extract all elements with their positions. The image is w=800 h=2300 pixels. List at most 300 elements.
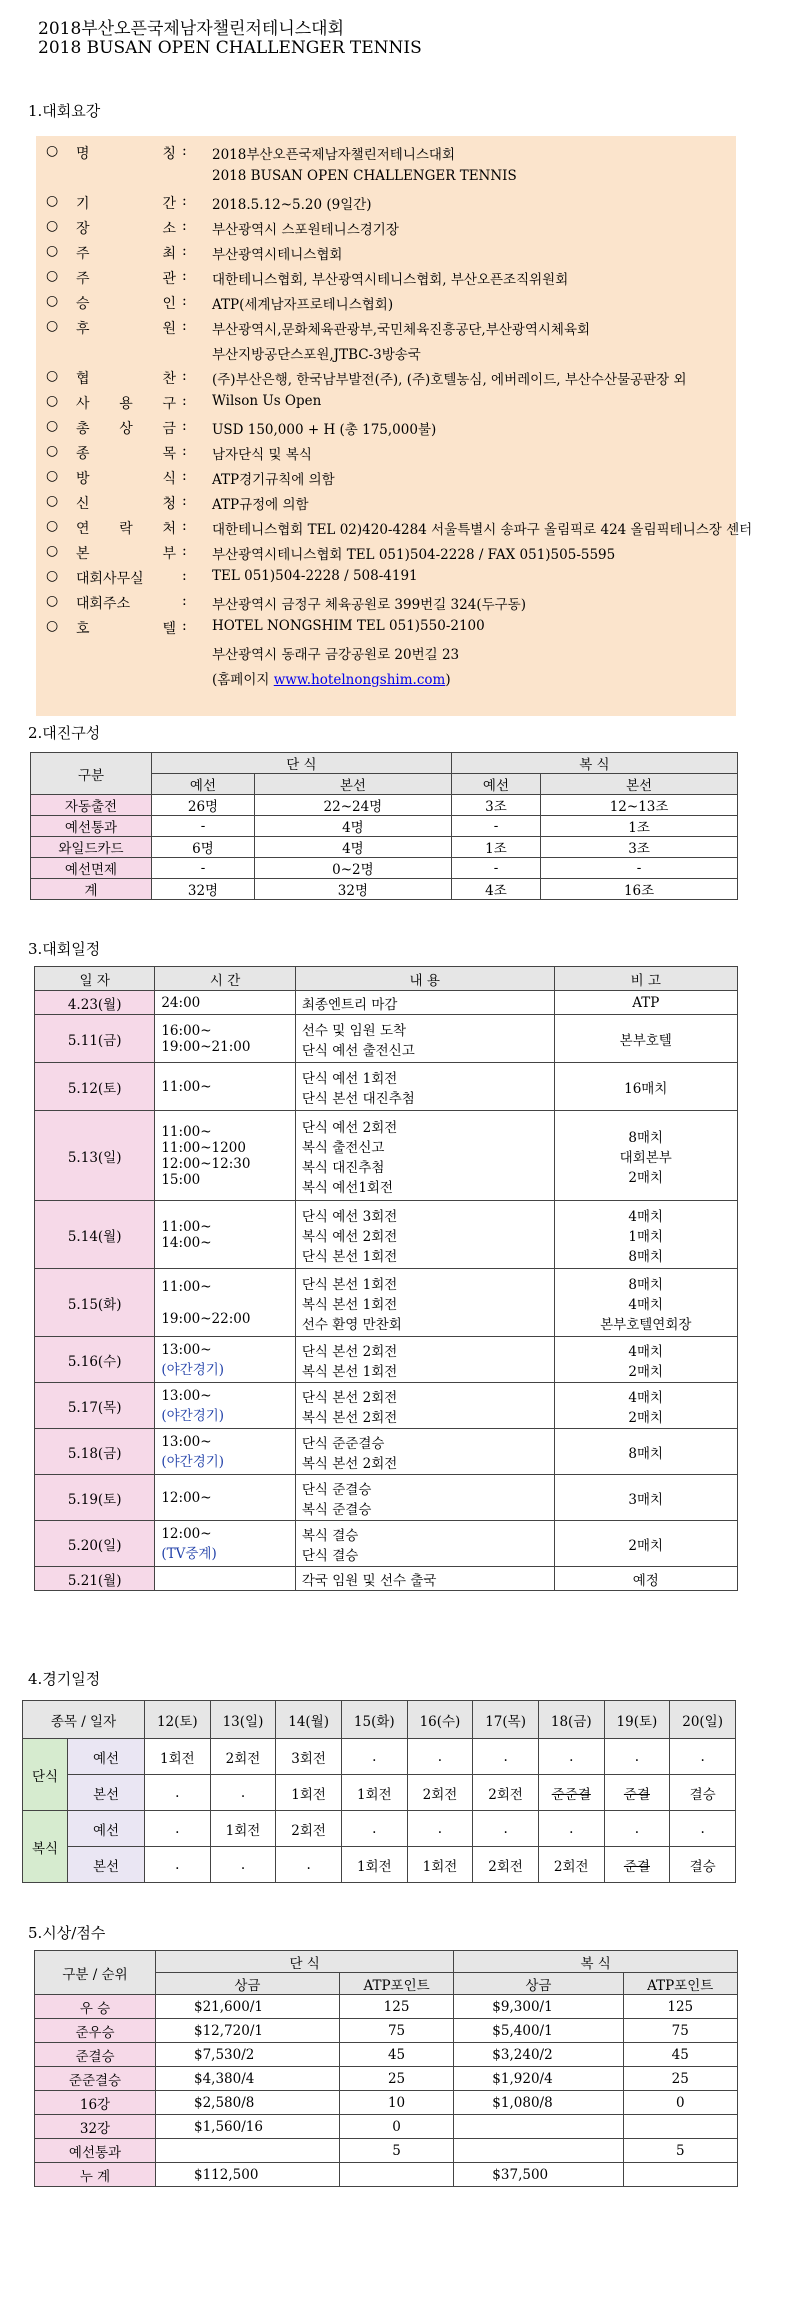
rank-label: 누 계 — [35, 2163, 156, 2187]
prize-row — [35, 2139, 738, 2163]
time-line: (야간경기) — [161, 1407, 225, 1424]
day-header: 12(토) — [145, 1701, 211, 1739]
label-char: 장 — [76, 221, 90, 237]
date-cell: 5.20(일) — [35, 1521, 155, 1567]
content-cell — [295, 1567, 554, 1591]
info-label — [76, 418, 176, 438]
section3-heading: 3.대회일정 — [28, 940, 101, 958]
label-char: 금 — [162, 421, 176, 437]
date-cell: 4.23(월) — [35, 991, 155, 1015]
label-char: 텔 — [162, 621, 176, 637]
sub-header: ATP포인트 — [623, 1973, 738, 1995]
label-char: 연 — [76, 521, 90, 537]
content-line: 복식 본선 1회전 — [301, 1363, 398, 1380]
info-value: 대한테니스협회, 부산광역시테니스협회, 부산오픈조직위원회 — [212, 272, 569, 288]
row-label: 계 — [31, 879, 152, 900]
cell: $3,240/2 — [454, 2043, 623, 2067]
label-char: 명 — [76, 146, 90, 162]
schedule-row — [35, 1521, 738, 1567]
info-row — [36, 615, 736, 688]
cell: 22~24명 — [254, 795, 451, 816]
date-cell: 5.21(월) — [35, 1567, 155, 1591]
corner-cell: 구분 — [31, 753, 152, 795]
info-label — [76, 443, 176, 463]
time-line: 14:00~ — [161, 1234, 212, 1251]
content-line: 복식 예선 2회전 — [301, 1228, 398, 1245]
time-line: (야간경기) — [161, 1361, 225, 1378]
content-line: 복식 본선 2회전 — [301, 1409, 398, 1426]
singles-header: 단 식 — [156, 1951, 454, 1973]
day-header: 18(금) — [538, 1701, 604, 1739]
info-label — [76, 218, 176, 238]
bullet-circle: ○ — [46, 318, 59, 334]
content-line: 복식 준결승 — [301, 1501, 372, 1518]
time-line: 11:00~ — [161, 1078, 212, 1095]
bullet-circle: ○ — [46, 243, 59, 259]
content-cell — [295, 1111, 554, 1201]
info-label — [76, 568, 176, 588]
schedule-row — [35, 1201, 738, 1269]
note-line: 4매치 — [628, 1389, 664, 1406]
col-header: 비 고 — [554, 967, 737, 991]
info-value: ATP규정에 의함 — [212, 497, 309, 513]
schedule-row — [35, 1337, 738, 1383]
sub-header: 상금 — [454, 1973, 623, 1995]
cell: $21,600/1 — [156, 1995, 340, 2019]
info-row — [36, 515, 753, 540]
info-label — [76, 143, 176, 163]
info-value: Wilson Us Open — [212, 393, 322, 409]
content-cell — [295, 1429, 554, 1475]
info-value: TEL 051)504-2228 / 508-4191 — [212, 568, 418, 584]
schedule-row — [35, 1269, 738, 1337]
round-cell: . — [670, 1739, 736, 1775]
schedule-row — [35, 1383, 738, 1429]
schedule-row — [35, 1475, 738, 1521]
label-char: 칭 — [162, 146, 176, 162]
info-row — [36, 290, 736, 315]
prize-row — [35, 2163, 738, 2187]
label-char: 대회사무실 — [76, 571, 144, 587]
round-cell: 준준결 — [538, 1775, 604, 1811]
info-row — [36, 265, 736, 290]
cell: 1조 — [451, 837, 540, 858]
info-label — [76, 518, 176, 538]
info-row — [36, 215, 736, 240]
date-cell: 5.18(금) — [35, 1429, 155, 1475]
time-line: 19:00~22:00 — [161, 1310, 251, 1327]
content-line: 선수 환영 만찬회 — [301, 1316, 402, 1333]
section5-heading: 5.시상/점수 — [28, 1924, 106, 1942]
prize-table — [34, 1950, 738, 2187]
label-char: 상 — [119, 421, 133, 437]
info-colon: : — [182, 318, 187, 334]
cell: $4,380/4 — [156, 2067, 340, 2091]
cell: - — [451, 858, 540, 879]
info-row — [36, 315, 736, 363]
round-cell: 1회전 — [407, 1847, 473, 1883]
info-label — [76, 368, 176, 388]
round-cell: 결승 — [670, 1847, 736, 1883]
table-row — [31, 816, 738, 837]
cell: 4명 — [254, 816, 451, 837]
info-colon: : — [182, 368, 187, 384]
cell: 45 — [623, 2043, 738, 2067]
prize-row — [35, 2043, 738, 2067]
round-cell: . — [670, 1811, 736, 1847]
content-cell — [295, 1383, 554, 1429]
round-cell: . — [538, 1739, 604, 1775]
round-cell: . — [145, 1811, 211, 1847]
note-line: 4매치 — [628, 1343, 664, 1360]
doubles-header: 복 식 — [451, 753, 737, 774]
label-char: 부 — [162, 546, 176, 562]
label-char: 후 — [76, 321, 90, 337]
note-line: 본부호텔 — [619, 1032, 672, 1049]
content-line: 최종엔트리 마감 — [301, 996, 398, 1013]
info-colon: : — [182, 393, 187, 409]
row-label: 자동출전 — [31, 795, 152, 816]
time-line: 15:00 — [161, 1171, 201, 1188]
info-row — [36, 590, 736, 615]
content-line: 단식 결승 — [301, 1547, 359, 1564]
label-char: 식 — [162, 471, 176, 487]
cell: $7,530/2 — [156, 2043, 340, 2067]
time-cell — [155, 1111, 296, 1201]
cell: 75 — [623, 2019, 738, 2043]
label-char: 원 — [162, 321, 176, 337]
note-cell — [554, 1429, 737, 1475]
day-header: 16(수) — [407, 1701, 473, 1739]
round-cell: 1회전 — [341, 1775, 407, 1811]
rank-label: 32강 — [35, 2115, 156, 2139]
note-line: 8매치 — [628, 1248, 664, 1265]
cell: 3조 — [541, 837, 738, 858]
content-line: 단식 준준결승 — [301, 1435, 385, 1452]
singles-header: 단 식 — [152, 753, 452, 774]
content-cell — [295, 991, 554, 1015]
note-line: 예정 — [632, 1572, 659, 1589]
round-cell: 1회전 — [145, 1739, 211, 1775]
sub-header: ATP포인트 — [339, 1973, 453, 1995]
round-cell: 1회전 — [341, 1847, 407, 1883]
info-colon: : — [182, 543, 187, 559]
info-label — [76, 593, 176, 613]
time-cell — [155, 1201, 296, 1269]
cell: 125 — [623, 1995, 738, 2019]
corner-cell: 구분 / 순위 — [35, 1951, 156, 1995]
bullet-circle: ○ — [46, 618, 59, 634]
round-cell: . — [210, 1847, 276, 1883]
note-line: 16매치 — [624, 1080, 668, 1097]
note-cell — [554, 1063, 737, 1111]
cell — [156, 2139, 340, 2163]
label-char: 승 — [76, 296, 90, 312]
label-char: 소 — [162, 221, 176, 237]
round-cell: . — [276, 1847, 342, 1883]
prize-row — [35, 2091, 738, 2115]
cell: $37,500 — [454, 2163, 623, 2187]
label-char: 사 — [76, 396, 90, 412]
date-cell: 5.19(토) — [35, 1475, 155, 1521]
match-row — [23, 1847, 736, 1883]
cell: 125 — [339, 1995, 453, 2019]
cell: 0 — [339, 2115, 453, 2139]
info-colon: : — [182, 618, 187, 634]
note-cell — [554, 1111, 737, 1201]
round-cell: 준결 — [604, 1775, 670, 1811]
round-cell: 3회전 — [276, 1739, 342, 1775]
label-char: 구 — [162, 396, 176, 412]
date-cell: 5.12(토) — [35, 1063, 155, 1111]
prize-row — [35, 1995, 738, 2019]
content-line: 복식 본선 1회전 — [301, 1296, 398, 1313]
info-label — [76, 293, 176, 313]
bullet-circle: ○ — [46, 468, 59, 484]
date-cell: 5.17(목) — [35, 1383, 155, 1429]
time-line: 24:00 — [161, 994, 201, 1011]
info-row — [36, 415, 736, 440]
round-cell: 2회전 — [538, 1847, 604, 1883]
content-cell — [295, 1337, 554, 1383]
cell: $5,400/1 — [454, 2019, 623, 2043]
bullet-circle: ○ — [46, 593, 59, 609]
info-colon: : — [182, 293, 187, 309]
content-line: 단식 예선 2회전 — [301, 1119, 398, 1136]
label-char: 본 — [76, 546, 90, 562]
prize-row — [35, 2115, 738, 2139]
cell — [339, 2163, 453, 2187]
cell: 25 — [339, 2067, 453, 2091]
homepage-link[interactable]: www.hotelnongshim.com — [273, 672, 446, 688]
info-value: 2018 BUSAN OPEN CHALLENGER TENNIS — [212, 168, 517, 184]
info-label — [76, 618, 176, 638]
content-line: 단식 본선 2회전 — [301, 1343, 398, 1360]
bullet-circle: ○ — [46, 568, 59, 584]
match-row — [23, 1739, 736, 1775]
info-value: 2018.5.12~5.20 (9일간) — [212, 197, 372, 213]
time-cell — [155, 1567, 296, 1591]
cell: - — [541, 858, 738, 879]
note-cell — [554, 1567, 737, 1591]
cell — [454, 2139, 623, 2163]
time-line: 12:00~ — [161, 1525, 212, 1542]
label-char: 호 — [76, 621, 90, 637]
sub-header: 예선 — [451, 774, 540, 795]
rank-label: 예선통과 — [35, 2139, 156, 2163]
label-char: 방 — [76, 471, 90, 487]
section1-heading: 1.대회요강 — [28, 102, 101, 120]
note-line: 3매치 — [628, 1491, 664, 1508]
schedule-table — [34, 966, 738, 1591]
cell: 25 — [623, 2067, 738, 2091]
schedule-row — [35, 1015, 738, 1063]
label-char: 청 — [162, 496, 176, 512]
cell: 12~13조 — [541, 795, 738, 816]
info-row — [36, 240, 736, 265]
match-row — [23, 1811, 736, 1847]
bullet-circle: ○ — [46, 543, 59, 559]
cell: 75 — [339, 2019, 453, 2043]
time-line: 16:00~ — [161, 1022, 212, 1039]
title-english: 2018 BUSAN OPEN CHALLENGER TENNIS — [38, 38, 422, 58]
stage-cell: 본선 — [68, 1775, 145, 1811]
info-label — [76, 318, 176, 338]
corner-cell: 종목 / 일자 — [23, 1701, 145, 1739]
round-cell: . — [145, 1847, 211, 1883]
sub-header: 상금 — [156, 1973, 340, 1995]
content-cell — [295, 1015, 554, 1063]
cell: 32명 — [254, 879, 451, 900]
schedule-row — [35, 1567, 738, 1591]
info-colon: : — [182, 568, 187, 584]
bullet-circle: ○ — [46, 143, 59, 159]
label-char: 용 — [119, 396, 133, 412]
info-value: ATP경기규칙에 의함 — [212, 472, 335, 488]
label-char: 간 — [162, 196, 176, 212]
date-cell: 5.13(일) — [35, 1111, 155, 1201]
bullet-circle: ○ — [46, 393, 59, 409]
time-line: 13:00~ — [161, 1341, 212, 1358]
label-char: 처 — [162, 521, 176, 537]
content-line: 단식 본선 대진추첨 — [301, 1090, 415, 1107]
tournament-info-box — [36, 136, 753, 716]
table-row — [31, 879, 738, 900]
cell: $1,920/4 — [454, 2067, 623, 2091]
match-row — [23, 1775, 736, 1811]
doubles-header: 복 식 — [454, 1951, 738, 1973]
cell: 4명 — [254, 837, 451, 858]
bullet-circle: ○ — [46, 418, 59, 434]
info-row — [36, 490, 736, 515]
round-cell: 2회전 — [407, 1775, 473, 1811]
content-line: 단식 본선 2회전 — [301, 1389, 398, 1406]
info-label — [76, 243, 176, 263]
cell: - — [152, 858, 255, 879]
schedule-row — [35, 1429, 738, 1475]
info-value: (주)부산은행, 한국남부발전(주), (주)호텔농심, 에버레이드, 부산수산물공판장 외 — [212, 372, 687, 388]
bullet-circle: ○ — [46, 493, 59, 509]
info-value: USD 150,000 + H (총 175,000불) — [212, 422, 437, 438]
round-cell: . — [604, 1739, 670, 1775]
cell: 1조 — [541, 816, 738, 837]
cell: $112,500 — [156, 2163, 340, 2187]
time-cell — [155, 1063, 296, 1111]
round-cell: . — [473, 1811, 539, 1847]
stage-cell: 예선 — [68, 1739, 145, 1775]
info-row — [36, 365, 736, 390]
sub-header: 본선 — [541, 774, 738, 795]
note-line: 2매치 — [628, 1537, 664, 1554]
note-cell — [554, 1475, 737, 1521]
content-cell — [295, 1063, 554, 1111]
info-colon: : — [182, 593, 187, 609]
note-cell — [554, 1269, 737, 1337]
cell: 0 — [623, 2091, 738, 2115]
day-header: 20(일) — [670, 1701, 736, 1739]
cell: - — [451, 816, 540, 837]
cell: $2,580/8 — [156, 2091, 340, 2115]
info-label — [76, 393, 176, 413]
rank-label: 준결승 — [35, 2043, 156, 2067]
info-label — [76, 493, 176, 513]
info-label — [76, 543, 176, 563]
info-row — [36, 465, 736, 490]
note-cell — [554, 1521, 737, 1567]
cell: 32명 — [152, 879, 255, 900]
round-cell: . — [604, 1811, 670, 1847]
cell: 45 — [339, 2043, 453, 2067]
table-row — [31, 795, 738, 816]
round-cell: . — [341, 1739, 407, 1775]
draw-table — [30, 752, 738, 900]
info-value: 부산광역시 스포원테니스경기장 — [212, 222, 399, 238]
note-line: 4매치 — [628, 1208, 664, 1225]
event-cell: 복식 — [23, 1811, 68, 1883]
time-line: 13:00~ — [161, 1433, 212, 1450]
time-cell — [155, 1429, 296, 1475]
round-cell: . — [145, 1775, 211, 1811]
header-row — [23, 1701, 736, 1739]
cell: 3조 — [451, 795, 540, 816]
day-header: 13(일) — [210, 1701, 276, 1739]
time-line: 12:00~ — [161, 1489, 212, 1506]
date-cell: 5.14(월) — [35, 1201, 155, 1269]
content-cell — [295, 1201, 554, 1269]
bullet-circle: ○ — [46, 518, 59, 534]
info-value: (홈페이지 www.hotelnongshim.com) — [212, 672, 451, 688]
time-cell — [155, 1337, 296, 1383]
label-char: 대회주소 — [76, 596, 131, 612]
title-korean: 2018부산오픈국제남자챌린저테니스대회 — [38, 19, 345, 39]
round-cell: . — [407, 1739, 473, 1775]
time-line — [161, 1295, 295, 1311]
round-cell: . — [341, 1811, 407, 1847]
note-line: 8매치 — [628, 1129, 664, 1146]
bullet-circle: ○ — [46, 368, 59, 384]
note-cell — [554, 1337, 737, 1383]
stage-cell: 예선 — [68, 1811, 145, 1847]
label-char: 찬 — [162, 371, 176, 387]
round-cell: 2회전 — [473, 1775, 539, 1811]
rank-label: 준우승 — [35, 2019, 156, 2043]
info-value: 2018부산오픈국제남자챌린저테니스대회 — [212, 147, 456, 163]
info-row — [36, 440, 736, 465]
bullet-circle: ○ — [46, 193, 59, 209]
label-char: 인 — [162, 296, 176, 312]
time-cell — [155, 1521, 296, 1567]
info-row — [36, 140, 736, 184]
label-char: 기 — [76, 196, 90, 212]
info-row — [36, 540, 736, 565]
bullet-circle: ○ — [46, 293, 59, 309]
info-colon: : — [182, 143, 187, 159]
time-line: 13:00~ — [161, 1387, 212, 1404]
bullet-circle: ○ — [46, 268, 59, 284]
cell: 5 — [339, 2139, 453, 2163]
info-colon: : — [182, 443, 187, 459]
header-row — [35, 967, 738, 991]
content-cell — [295, 1521, 554, 1567]
round-cell: . — [210, 1775, 276, 1811]
note-line: 본부호텔연회장 — [600, 1316, 692, 1333]
cell: $12,720/1 — [156, 2019, 340, 2043]
cell: 26명 — [152, 795, 255, 816]
info-value: 부산광역시 동래구 금강공원로 20번길 23 — [212, 647, 460, 663]
content-line: 복식 예선1회전 — [301, 1179, 394, 1196]
info-value: ATP(세계남자프로테니스협회) — [212, 297, 394, 313]
time-line: 11:00~ — [161, 1218, 212, 1235]
